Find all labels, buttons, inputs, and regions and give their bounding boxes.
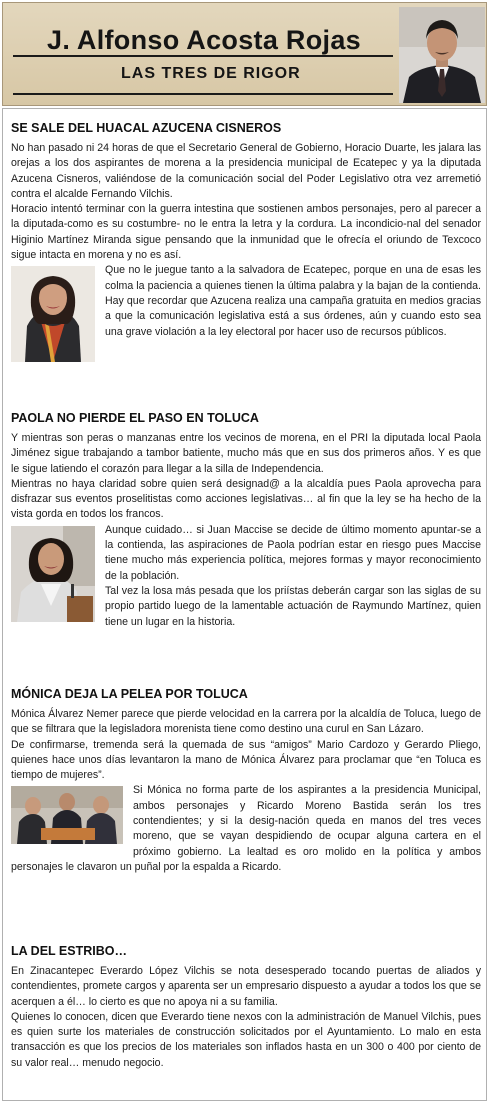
article-paragraph: No han pasado ni 24 horas de que el Secretario General de Gobierno, Horacio Duarte, les jalara las orejas a los dos aspirantes de morena a la presidencia municipal de Ecatepec y ya la diputada Azucena Cisneros, valiéndose de la comunicación social del Poder Legislativo otra vez arremetió contra el alcalde Fernando Vilchis.	[11, 142, 481, 200]
article-section-2	[11, 411, 481, 630]
article-section-1	[11, 121, 481, 364]
group-meeting-photo	[11, 786, 123, 844]
article-paragraph: Que no le juegue tanto a la salvadora de Ecatepec, porque en una de esas les colma la paciencia a quienes tienen la última palabra y la bajan de la contienda. Hay que recordar que Azucena realiza una campaña gratuita en medios gracias a que la comunicación legislativa está a sus órdenes, aún y cuando esto sea una grave violación a la ley electoral por hacer uso de recursos públicos.	[105, 264, 481, 338]
article-paragraph: Si Mónica no forma parte de los aspirantes a la presidencia Municipal, ambos personajes y Ricardo Moreno Bastida serán los tres contendientes; y si la desig-nación queda en manos del tres veces moreno, que se vayan despidiendo de ocupar alguna cartera en el próximo gobierno. La lealtad es oro molido en la política y ambos personajes le clavaron un puñal por la espalda a Ricardo.	[11, 784, 481, 873]
article-paragraph: Y mientras son peras o manzanas entre los vecinos de morena, en el PRI la diputada local Paola Jiménez sigue trabajando a tambor batiente, mucho más que en sus dos primeros años. Y es que le sigue latiendo el corazón para llegar a la silla de Independencia.	[11, 432, 481, 475]
author-portrait	[399, 7, 485, 103]
azucena-cisneros-photo	[11, 266, 95, 362]
section-headline: LA DEL ESTRIBO…	[11, 944, 127, 958]
section-headline: MÓNICA DEJA LA PELEA POR TOLUCA	[11, 687, 248, 701]
article-paragraph: Mónica Álvarez Nemer parece que pierde velocidad en la carrera por la alcaldía de Toluca, luego de que se filtrara que la legisladora morenista tiene como destino una curul en San Lázaro.	[11, 708, 481, 736]
article-paragraph: Mientras no haya claridad sobre quien será designad@ a la alcaldía pues Paola aprovecha para disfrazar sus eventos proselitistas como acciones legislativas… al fin que la ley se ha hecho de la vista gorda en todos los francos.	[11, 477, 481, 521]
column-header	[2, 2, 487, 106]
section-headline: SE SALE DEL HUACAL AZUCENA CISNEROS	[11, 121, 282, 135]
article-paragraph: Aunque cuidado… si Juan Maccise se decide de último momento apuntar-se a la contienda, las aspiraciones de Paola podrían estar en riesgo pues Maccise tiene mucho más experiencia política, mejores formas y mayor reconocimiento de la población.	[105, 523, 481, 582]
article-paragraph: Horacio intentó terminar con la guerra intestina que sostienen ambos personajes, pero al parecer a la diputada-como es su costumbre- no le entra la letra y la cordura. La incondicio-nal del senador Higinio Martínez Miranda sigue pensando que la inmunidad que le ofrecía el oriundo de Texcoco sigue intacta en morena y no es así.	[11, 203, 481, 262]
article-section-4	[11, 944, 481, 1071]
article-paragraph: De confirmarse, tremenda será la quemada de sus “amigos” Mario Cardozo y Gerardo Pliego, quienes hace unos días levantaron la mano de Mónica Álvarez para proclamar que “en Toluca es tiempo de mujeres”.	[11, 738, 481, 782]
article-paragraph: En Zinacantepec Everardo López Vilchis se nota desesperado tocando puertas de aliados y contendientes, promete cargos y aparenta ser un empresario dispuesto a ayudar a todos los que se acerquen a él… lo cierto es que no apoya ni a su familia.	[11, 965, 481, 1008]
article-paragraph: Quienes lo conocen, dicen que Everardo tiene nexos con la administración de Manuel Vilchis, pues es quien surte los materiales de construcción solicitados por el Ayuntamiento. Lo malo en esta transacción es que los precios de los materiales son inflados hasta en un 300 o 400 por ciento de su valor real… menudo negocio.	[11, 1010, 481, 1069]
article-section-3	[11, 687, 481, 875]
column-title: LAS TRES DE RIGOR	[121, 65, 301, 82]
author-name: J. Alfonso Acosta Rojas	[47, 25, 361, 55]
section-headline: PAOLA NO PIERDE EL PASO EN TOLUCA	[11, 411, 259, 425]
article-paragraph: Tal vez la losa más pesada que los priístas deberán cargar son las siglas de su propio partido luego de la lamentable actuación de Raymundo Martínez, quien tiene un lugar en la historia.	[105, 584, 481, 628]
paola-jimenez-photo	[11, 526, 95, 622]
column-body	[2, 108, 487, 1101]
header-bottom-rule	[13, 93, 393, 95]
